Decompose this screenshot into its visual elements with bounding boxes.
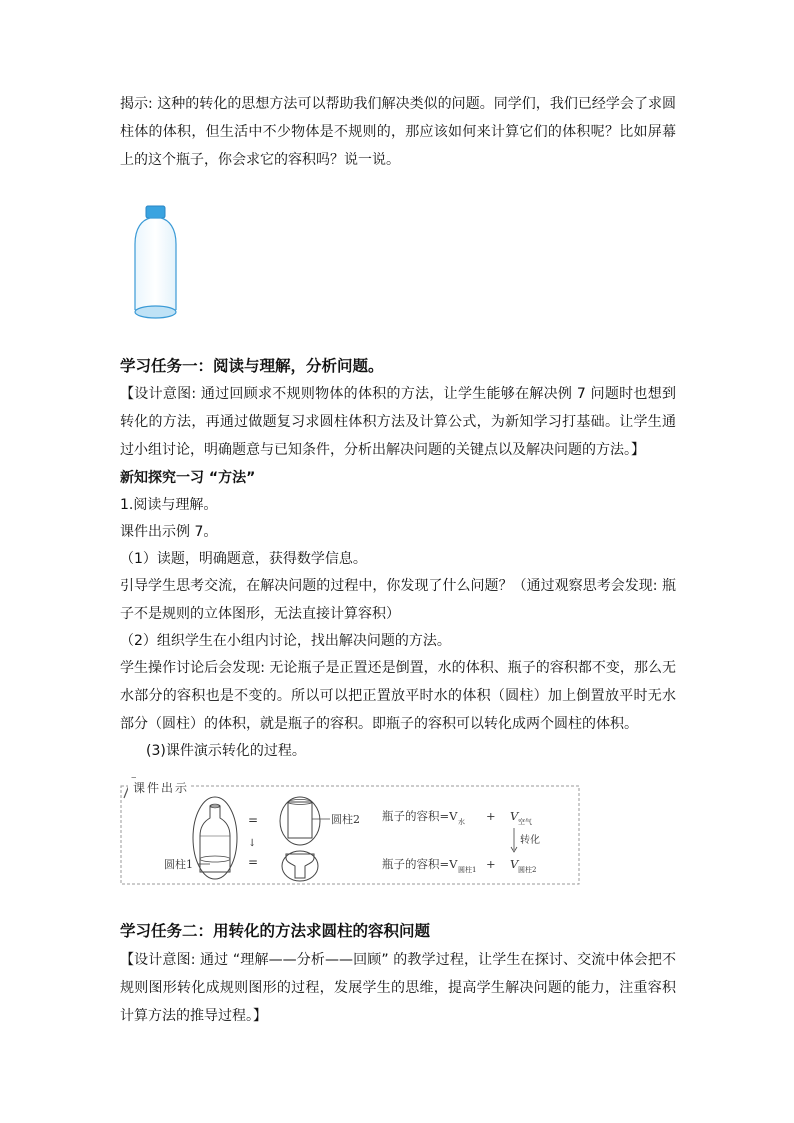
task2-design-intent: 【设计意图: 通过 “理解——分析——回顾” 的教学过程，让学生在探讨、交流中体会把不规则图形转化成规则图形的过程，发展学生的思维，提高学生解决问题的能力，注重容积计算方法的推导过程。】: [120, 952, 676, 1024]
task2-title: 学习任务二：用转化的方法求圆柱的容积问题: [120, 922, 431, 940]
formula-1-v2: V: [510, 809, 519, 823]
sub-step-2: （2）组织学生在小组内讨论，找出解决问题的方法。: [120, 633, 451, 649]
formula-2-plus: +: [486, 857, 496, 871]
formula-1-plus: +: [486, 809, 496, 823]
cylinder-1-label: 圆柱1: [164, 858, 193, 871]
formula-2-sub-2: 圆柱2: [518, 866, 537, 874]
formula-1-sub-1: 水: [458, 818, 465, 826]
guide-paragraph: 引导学生思考交流，在解决问题的过程中，你发现了什么问题？（通过观察思考会发现: 瓶子不是规则的立体图形，无法直接计算容积）: [120, 578, 676, 622]
formula-2-lhs: 瓶子的容积=V: [382, 857, 458, 871]
formula-1-sub-2: 空气: [518, 818, 532, 826]
formula-2-v2: V: [510, 857, 519, 871]
banner-label: 课件出示: [133, 781, 190, 795]
bottle-cap: [146, 206, 165, 218]
sub-step-1: （1）读题，明确题意，获得数学信息。: [120, 551, 367, 567]
task1-title: 学习任务一：阅读与理解，分析问题。: [120, 357, 384, 375]
operate-paragraph: 学生操作讨论后会发现: 无论瓶子是正置还是倒置，水的体积、瓶子的容积都不变，那么无水部分的容积也是不变的。所以可以把正置放平时水的体积（圆柱）加上倒置放平时无水部分（圆柱）的体积，就是瓶子的容积。即瓶子的容积可以转化成两个圆柱的体积。: [120, 660, 676, 732]
formula-2-sub-1: 圆柱1: [458, 866, 477, 874]
arrow-down-icon: ↓: [248, 838, 257, 849]
cylinder-2-label: 圆柱2: [331, 813, 360, 826]
formula-1-lhs: 瓶子的容积=V: [382, 809, 458, 823]
explore-title: 新知探究一习 “方法”: [120, 470, 256, 486]
bottle-body: [135, 218, 176, 310]
equals-top: =: [248, 813, 259, 827]
task1-design-intent: 【设计意图: 通过回顾求不规则物体的体积的方法，让学生能够在解决例 7 问题时也想到转化的方法，再通过做题复习求圆柱体积方法及计算公式，为新知学习打基础。让学生通过小组讨论，明确题意与已知条件，分析出解决问题的关键点以及解决问题的方法。】: [120, 386, 676, 458]
courseware-diagram: [120, 776, 580, 886]
equals-bottom: =: [248, 855, 259, 869]
bottle-illustration: [128, 204, 184, 322]
transform-label: 转化: [520, 835, 540, 846]
intro-paragraph: 揭示: 这种的转化的思想方法可以帮助我们解决类似的问题。同学们，我们已经学会了求圆柱体的体积，但生活中不少物体是不规则的，那应该如何来计算它们的体积呢？比如屏幕上的这个瓶子，你会求它的容积吗？说一说。: [120, 96, 676, 168]
bottle-base: [135, 306, 176, 318]
sub-step-3: (3)课件演示转化的过程。: [146, 743, 306, 759]
show-example: 课件出示例 7。: [120, 524, 218, 540]
step1-label: 1.阅读与理解。: [120, 497, 218, 513]
